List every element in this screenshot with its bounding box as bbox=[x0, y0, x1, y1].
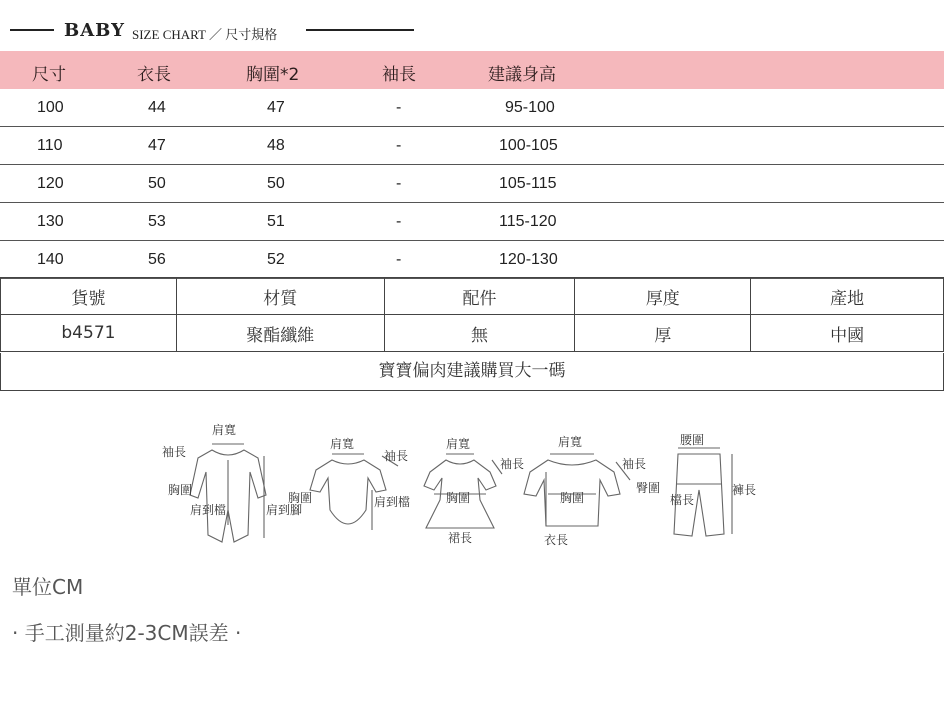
info-value-material: 聚酯纖維 bbox=[176, 315, 384, 352]
cell-length: 56 bbox=[148, 251, 166, 268]
top-chest-label: 胸圍 bbox=[560, 491, 585, 505]
cell-size: 120 bbox=[37, 175, 64, 192]
size-table-header bbox=[0, 51, 944, 89]
bodysuit-shoulder-label: 肩寬 bbox=[330, 437, 355, 451]
cell-sleeve: - bbox=[396, 251, 402, 268]
cell-sleeve: - bbox=[396, 175, 402, 192]
cell-length: 47 bbox=[148, 137, 166, 154]
cell-height: 115-120 bbox=[499, 213, 557, 230]
info-value-accessories: 無 bbox=[384, 315, 575, 352]
table-row bbox=[0, 127, 944, 165]
header-size: 尺寸 bbox=[32, 65, 66, 85]
cell-chest: 48 bbox=[267, 137, 285, 154]
cell-length: 53 bbox=[148, 213, 166, 230]
cell-length: 50 bbox=[148, 175, 166, 192]
bodysuit-sleeve-label: 袖長 bbox=[384, 449, 409, 463]
pants-outline-icon bbox=[674, 448, 732, 536]
info-header-accessories: 配件 bbox=[384, 278, 575, 315]
romper-shoulder-crotch-label: 肩到檔 bbox=[190, 503, 227, 517]
info-value-thickness: 厚 bbox=[575, 315, 751, 352]
info-value-row bbox=[1, 315, 944, 352]
pants-waist-label: 腰圍 bbox=[680, 433, 705, 447]
table-row bbox=[0, 241, 944, 279]
product-info-table bbox=[0, 277, 944, 352]
header-length: 衣長 bbox=[137, 65, 171, 85]
table-row bbox=[0, 165, 944, 203]
cell-chest: 50 bbox=[267, 175, 285, 192]
info-value-origin: 中國 bbox=[751, 315, 944, 352]
top-shoulder-label: 肩寬 bbox=[558, 435, 583, 449]
dress-skirt-length-label: 裙長 bbox=[448, 531, 473, 545]
measurement-error-note: · 手工測量約2-3CM誤差 · bbox=[12, 621, 242, 645]
cell-size: 130 bbox=[37, 213, 64, 230]
top-sleeve-label: 袖長 bbox=[622, 457, 647, 471]
romper-chest-label: 胸圍 bbox=[168, 483, 193, 497]
top-length-label: 衣長 bbox=[544, 533, 569, 547]
cell-size: 110 bbox=[37, 137, 63, 154]
chart-title bbox=[10, 16, 430, 44]
cell-chest: 52 bbox=[267, 251, 285, 268]
romper-shoulder-label: 肩寬 bbox=[212, 423, 237, 437]
cell-chest: 51 bbox=[267, 213, 285, 230]
cell-height: 95-100 bbox=[505, 99, 555, 116]
header-height: 建議身高 bbox=[488, 65, 556, 85]
romper-sleeve-label: 袖長 bbox=[162, 445, 187, 459]
dress-sleeve-label: 袖長 bbox=[500, 457, 525, 471]
cell-size: 140 bbox=[37, 251, 64, 268]
title-rule-left bbox=[10, 29, 54, 31]
bodysuit-outline-icon bbox=[310, 454, 398, 530]
info-header-thickness: 厚度 bbox=[575, 278, 751, 315]
info-header-row bbox=[1, 278, 944, 315]
romper-shoulder-foot-label: 肩到腳 bbox=[266, 503, 303, 517]
cell-length: 44 bbox=[148, 99, 166, 116]
table-row bbox=[0, 203, 944, 241]
header-chest: 胸圍*2 bbox=[246, 65, 300, 85]
info-header-sku: 貨號 bbox=[1, 278, 177, 315]
dress-shoulder-label: 肩寬 bbox=[446, 437, 471, 451]
romper-outline-icon bbox=[190, 444, 266, 542]
pants-hip-label: 臀圍 bbox=[636, 481, 661, 495]
pants-length-label: 褲長 bbox=[732, 483, 757, 497]
cell-sleeve: - bbox=[396, 213, 402, 230]
measurement-diagram bbox=[150, 410, 770, 560]
cell-sleeve: - bbox=[396, 99, 402, 116]
dress-chest-label: 胸圍 bbox=[446, 491, 471, 505]
info-header-origin: 產地 bbox=[751, 278, 944, 315]
pants-crotch-label: 檔長 bbox=[670, 493, 695, 507]
unit-label: 單位CM bbox=[12, 575, 84, 599]
info-value-sku: b4571 bbox=[1, 315, 177, 352]
header-sleeve: 袖長 bbox=[382, 65, 416, 85]
table-row bbox=[0, 89, 944, 127]
title-brand: BABY bbox=[64, 20, 125, 41]
top-outline-icon bbox=[524, 454, 630, 526]
size-advice-note: 寶寶偏肉建議購買大一碼 bbox=[0, 353, 944, 391]
cell-sleeve: - bbox=[396, 137, 402, 154]
title-subtitle: SIZE CHART ／ 尺寸規格 bbox=[132, 27, 278, 42]
cell-height: 105-115 bbox=[499, 175, 557, 192]
cell-chest: 47 bbox=[267, 99, 285, 116]
info-header-material: 材質 bbox=[176, 278, 384, 315]
bodysuit-shoulder-crotch-label: 肩到檔 bbox=[374, 495, 411, 509]
title-rule-right bbox=[306, 29, 414, 31]
cell-height: 120-130 bbox=[499, 251, 558, 268]
cell-height: 100-105 bbox=[499, 137, 558, 154]
bodysuit-chest-label: 胸圍 bbox=[288, 491, 313, 505]
cell-size: 100 bbox=[37, 99, 64, 116]
